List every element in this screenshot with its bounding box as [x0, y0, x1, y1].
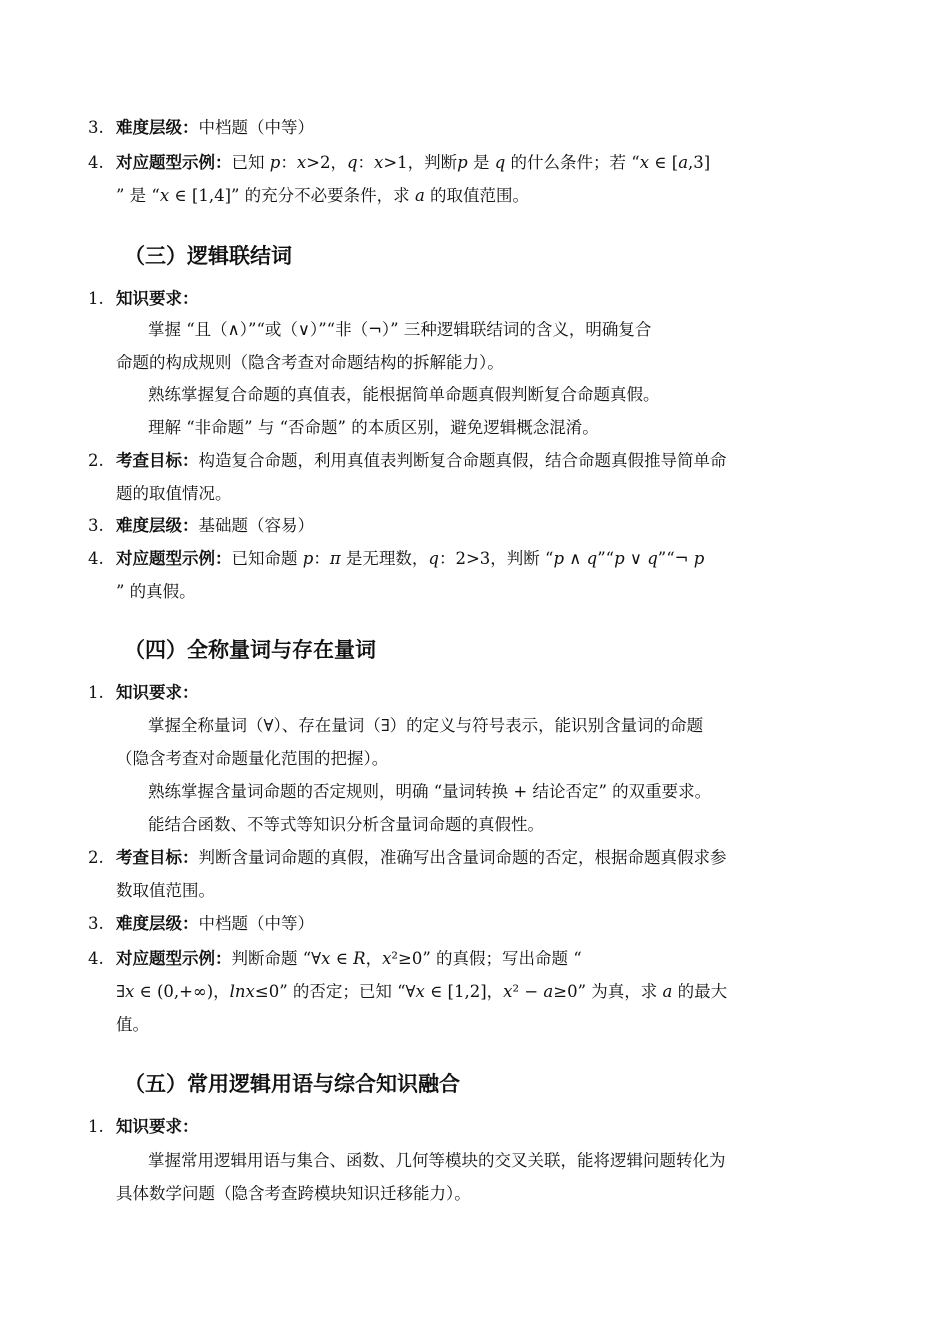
list-item — [88, 282, 838, 315]
label-colon: ： — [215, 549, 232, 568]
list-number: 4. — [88, 949, 104, 968]
item-text — [116, 942, 838, 1041]
section-heading: （五）常用逻辑用语与综合知识融合 — [124, 1072, 460, 1096]
text-run: >1，判断 — [383, 153, 458, 172]
list-number: 3. — [88, 914, 104, 933]
text-run: ， — [365, 949, 383, 968]
paragraph — [116, 709, 832, 775]
item-label: 难度层级 — [116, 516, 182, 535]
paragraph-line: 命题的构成规则（隐含考查对命题结构的拆解能力）。 — [116, 353, 504, 372]
math-var: p — [693, 549, 705, 568]
text-run: ²≥0” 的真假；写出命题 “ — [391, 949, 582, 968]
math-var: x — [296, 153, 307, 172]
list-number: 2. — [88, 848, 104, 867]
text-run: ∈ [ — [649, 153, 679, 172]
math-var: q — [647, 549, 658, 568]
text-run: ,3] — [688, 153, 711, 172]
label-colon: ： — [182, 451, 199, 470]
list-item — [88, 942, 838, 1041]
section-heading: （四）全称量词与存在量词 — [124, 638, 376, 662]
text-run: 的取值范围。 — [424, 186, 530, 205]
list-number: 3. — [88, 516, 104, 535]
text-run: 是无理数， — [340, 549, 429, 568]
text-run: ≤0” 的否定；已知 “∀ — [254, 982, 416, 1001]
list-item — [88, 146, 838, 212]
text-run: ”“ — [597, 549, 615, 568]
text-run: ： — [313, 549, 330, 568]
math-var: π — [329, 549, 341, 568]
math-var: q — [346, 153, 358, 172]
paragraph-line: 掌握 “且（∧）”“或（∨）”“非（¬）” 三种逻辑联结词的含义，明确复合 — [148, 320, 652, 339]
math-var: a — [678, 153, 689, 172]
list-item — [88, 907, 838, 940]
item-label: 难度层级 — [116, 914, 182, 933]
text-run: ：2>3，判断 “ — [438, 549, 554, 568]
math-var: a — [662, 982, 673, 1001]
paragraph-line: 掌握常用逻辑用语与集合、函数、几何等模块的交叉关联，能将逻辑问题转化为 — [148, 1151, 726, 1170]
text-run: ： — [357, 153, 375, 172]
math-var: lnx — [229, 982, 255, 1001]
item-text — [116, 146, 838, 212]
math-var: q — [494, 153, 506, 172]
text-run: ² − — [512, 982, 544, 1001]
text-run: 值。 — [116, 1015, 149, 1034]
text-run: 已知命题 — [231, 549, 303, 568]
item-text: 判断含量词命题的真假，准确写出含量词命题的否定，根据命题真假求参 — [198, 848, 727, 867]
label-colon: ： — [182, 516, 199, 535]
text-run: ∈ — [330, 949, 354, 968]
text-run: ≥0” 为真，求 — [553, 982, 663, 1001]
paragraph — [116, 313, 832, 379]
list-item — [88, 841, 838, 907]
list-item — [88, 542, 838, 608]
text-run: 是 — [467, 153, 495, 172]
math-var: x — [124, 982, 135, 1001]
math-var: q — [586, 549, 598, 568]
math-var: R — [353, 949, 366, 968]
text-run: ” 是 “ — [116, 186, 160, 205]
math-var: p — [269, 153, 281, 172]
item-label: 知识要求 — [116, 289, 182, 308]
label-colon: ： — [182, 1117, 199, 1136]
item-text: 题的取值情况。 — [116, 484, 232, 503]
math-var: a — [543, 982, 554, 1001]
list-number: 4. — [88, 153, 104, 172]
paragraph — [116, 1144, 832, 1210]
math-var: x — [415, 982, 425, 1001]
paragraph: 理解 “非命题” 与 “否命题” 的本质区别，避免逻辑概念混淆。 — [148, 418, 599, 437]
text-run: 的最大 — [672, 982, 728, 1001]
label-colon: ： — [182, 683, 199, 702]
paragraph-line: 具体数学问题（隐含考查跨模块知识迁移能力）。 — [116, 1184, 471, 1203]
label-colon: ： — [215, 153, 232, 172]
text-run: 的什么条件；若 “ — [505, 153, 640, 172]
label-colon: ： — [182, 118, 199, 137]
paragraph: 熟练掌握含量词命题的否定规则，明确 “量词转换 + 结论否定” 的双重要求。 — [148, 782, 712, 801]
item-text: 中档题（中等） — [198, 914, 314, 933]
text-run: ” 的真假。 — [116, 582, 196, 601]
list-item — [88, 509, 838, 542]
label-colon: ： — [182, 289, 199, 308]
item-label: 对应题型示例 — [116, 153, 215, 172]
item-label: 知识要求 — [116, 1117, 182, 1136]
paragraph-line: 掌握全称量词（∀）、存在量词（∃）的定义与符号表示，能识别含量词的命题 — [148, 716, 704, 735]
section-heading: （三）逻辑联结词 — [124, 244, 292, 268]
list-item — [88, 1110, 838, 1143]
math-var: q — [428, 549, 439, 568]
math-var: p — [302, 549, 314, 568]
paragraph-line: （隐含考查对命题量化范围的把握）。 — [116, 749, 389, 768]
text-run: ∈ [1,2]， — [424, 982, 504, 1001]
math-var: x — [159, 186, 170, 205]
label-colon: ： — [215, 949, 232, 968]
math-var: x — [639, 153, 650, 172]
paragraph: 熟练掌握复合命题的真值表，能根据简单命题真假判断复合命题真假。 — [148, 385, 660, 404]
item-label: 知识要求 — [116, 683, 182, 702]
item-text: 基础题（容易） — [198, 516, 314, 535]
list-number: 2. — [88, 451, 104, 470]
text-run: ∈ (0,+∞)， — [134, 982, 230, 1001]
math-var: x — [374, 153, 384, 172]
item-label: 对应题型示例 — [116, 549, 215, 568]
list-number: 1. — [88, 289, 104, 308]
list-item — [88, 676, 838, 709]
text-run: ： — [280, 153, 297, 172]
list-item — [88, 444, 838, 510]
text-run: ”“¬ — [657, 549, 694, 568]
math-var: p — [457, 153, 468, 172]
text-run: ∃ — [116, 982, 125, 1001]
item-label: 考查目标 — [116, 451, 182, 470]
list-item — [88, 111, 838, 144]
list-number: 3. — [88, 118, 104, 137]
math-var: x — [503, 982, 513, 1001]
item-text: 中档题（中等） — [198, 118, 314, 137]
item-text: 构造复合命题，利用真值表判断复合命题真假，结合命题真假推导简单命 — [198, 451, 727, 470]
text-run: ∈ [1,4]” 的充分不必要条件，求 — [169, 186, 415, 205]
text-run: 已知 — [231, 153, 270, 172]
list-number: 1. — [88, 683, 104, 702]
math-var: x — [321, 949, 331, 968]
list-number: 1. — [88, 1117, 104, 1136]
item-label: 对应题型示例 — [116, 949, 215, 968]
text-run: ∨ — [624, 549, 648, 568]
math-var: p — [553, 549, 565, 568]
text-run: ∧ — [564, 549, 587, 568]
list-number: 4. — [88, 549, 104, 568]
paragraph: 能结合函数、不等式等知识分析含量词命题的真假性。 — [148, 815, 544, 834]
text-run: >2， — [306, 153, 347, 172]
text-run: 判断命题 “∀ — [231, 949, 322, 968]
math-var: x — [382, 949, 392, 968]
label-colon: ： — [182, 914, 199, 933]
math-var: a — [414, 186, 425, 205]
item-label: 难度层级 — [116, 118, 182, 137]
label-colon: ： — [182, 848, 199, 867]
item-label: 考查目标 — [116, 848, 182, 867]
item-text — [116, 542, 838, 608]
math-var: p — [614, 549, 625, 568]
item-text: 数取值范围。 — [116, 881, 215, 900]
